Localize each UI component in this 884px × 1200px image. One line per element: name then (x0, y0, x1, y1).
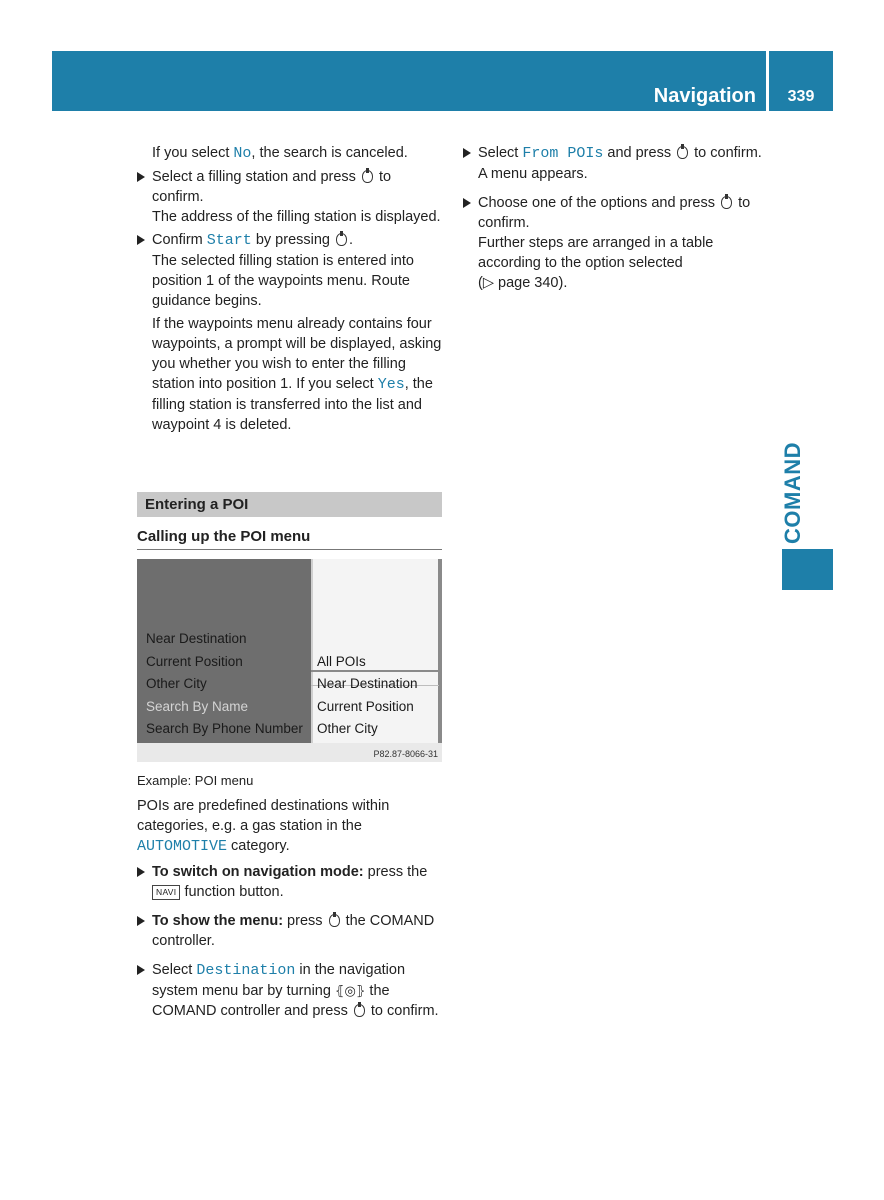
page-number: 339 (787, 88, 815, 105)
step-select-from-pois: Select From POIs and press to confirm. A menu appears. (463, 143, 773, 184)
figure-caption: Example: POI menu (137, 773, 254, 788)
poi-left-item-highlighted: Search By Name (146, 699, 249, 714)
step-choose-option: Choose one of the options and press to confirm. Further steps are arranged in a table according to the option selected (▷ page 340). (463, 193, 773, 293)
controller-press-icon (354, 1004, 365, 1017)
right-column (463, 143, 773, 293)
cancel-note: If you select No, the search is canceled. (152, 145, 408, 162)
poi-right-panel (311, 559, 442, 743)
controller-press-icon (362, 170, 373, 183)
poi-right-item: Other City (317, 721, 378, 736)
section-title: Navigation (653, 85, 756, 107)
section-heading: Entering a POI (137, 492, 442, 517)
bullet-arrow-icon (137, 867, 145, 877)
bullet-arrow-icon (137, 916, 145, 926)
controller-press-icon (677, 146, 688, 159)
side-tab-block (782, 549, 833, 590)
poi-left-item: Near Destination (146, 631, 247, 646)
bullet-arrow-icon (137, 235, 145, 245)
poi-divider (311, 670, 439, 672)
step-select-destination: Select Destination in the navigation system menu bar by turning ⦃◎⦄ the COMAND controller and press to confirm. (137, 960, 447, 1021)
poi-left-item: Current Position (146, 654, 243, 669)
step-show-menu: To show the menu: press the COMAND controller. (137, 911, 447, 951)
poi-menu-screenshot (137, 559, 442, 762)
side-tab-label: COMAND (780, 441, 805, 544)
poi-scroll-edge (438, 559, 442, 743)
controller-press-icon (329, 914, 340, 927)
page-reference: (▷ page 340). (478, 275, 568, 291)
pois-description: POIs are predefined destinations within categories, e.g. a gas station in the AUTOMOTIVE category. (137, 798, 390, 855)
poi-left-item: Search By Phone Number (146, 721, 303, 736)
bullet-arrow-icon (463, 148, 471, 158)
navi-key-icon: NAVI (152, 885, 180, 900)
controller-press-icon (721, 196, 732, 209)
step-select-filling-station: Select a filling station and press to confirm. The address of the filling station is displayed. (137, 167, 447, 227)
poi-left-item: Other City (146, 676, 207, 691)
left-column-top (137, 143, 447, 435)
side-tab (778, 440, 808, 545)
bullet-arrow-icon (137, 172, 145, 182)
controller-press-icon (336, 233, 347, 246)
bullet-arrow-icon (463, 198, 471, 208)
poi-left-panel (137, 559, 311, 743)
poi-right-item: Near Destination (317, 676, 418, 691)
bullet-arrow-icon (137, 965, 145, 975)
poi-right-item: All POIs (317, 654, 366, 669)
left-column-bottom (137, 771, 447, 1021)
controller-turn-icon: ⦃◎⦄ (334, 983, 366, 998)
waypoint-note: If the waypoints menu already contains four waypoints, a prompt will be displayed, asking you whether you wish to enter the filling station into position 1. If you select Yes, the filling station is transferred into the list and waypoint 4 is deleted. (152, 316, 442, 433)
poi-right-item: Current Position (317, 699, 414, 714)
subheading: Calling up the POI menu (137, 528, 442, 550)
step-navigation-mode: To switch on navigation mode: press the NAVI function button. (137, 862, 447, 902)
figure-code: P82.87-8066-31 (373, 749, 438, 759)
step-confirm-start: Confirm Start by pressing . The selected filling station is entered into position 1 of the waypoints menu. Route guidance begins. (137, 230, 447, 311)
